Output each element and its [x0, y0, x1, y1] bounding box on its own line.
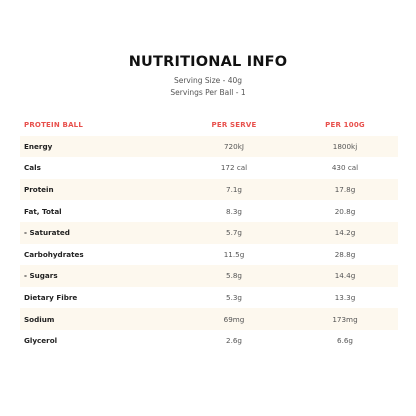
column-header-item: PROTEIN BALL [24, 120, 84, 129]
servings-per-ball: Servings Per Ball - 1 [170, 88, 246, 97]
column-header-per-100g: PER 100G [325, 120, 365, 129]
table-row [20, 200, 398, 222]
table-row [20, 287, 398, 309]
per-serve-value: 2.6g [226, 336, 242, 346]
nutrient-name: Protein [24, 185, 54, 195]
per-100g-value: 6.6g [337, 336, 353, 346]
page-title: NUTRITIONAL INFO [128, 54, 288, 70]
table-row [20, 179, 398, 201]
table-row [20, 330, 398, 352]
table-row [20, 222, 398, 244]
per-serve-value: 11.5g [223, 249, 245, 259]
nutrient-name: Carbohydrates [24, 249, 84, 259]
table-row [20, 244, 398, 266]
serving-size: Serving Size - 40g [173, 76, 243, 85]
table-row [20, 136, 398, 158]
nutrient-name: Sodium [24, 314, 55, 324]
nutrient-name: Fat, Total [24, 206, 62, 216]
per-serve-value: 5.8g [226, 271, 242, 281]
nutrient-name: Glycerol [24, 336, 58, 346]
nutrient-name: - Saturated [24, 228, 70, 238]
per-serve-value: 5.7g [226, 228, 242, 238]
nutrient-name: Dietary Fibre [24, 293, 78, 303]
per-100g-value: 14.2g [334, 228, 356, 238]
nutrient-name: - Sugars [24, 271, 58, 281]
per-100g-value: 13.3g [334, 293, 356, 303]
per-serve-value: 69mg [223, 314, 245, 324]
table-row [20, 157, 398, 179]
nutrient-name: Energy [24, 141, 53, 151]
table-row [20, 265, 398, 287]
per-100g-value: 17.8g [334, 185, 356, 195]
per-serve-value: 720kJ [223, 141, 244, 151]
per-100g-value: 14.4g [334, 271, 356, 281]
per-100g-value: 20.8g [334, 206, 356, 216]
per-100g-value: 1800kj [332, 141, 358, 151]
per-100g-value: 28.8g [334, 249, 356, 259]
per-serve-value: 7.1g [226, 185, 242, 195]
table-row [20, 308, 398, 330]
table-header [20, 114, 398, 136]
nutrition-table [20, 114, 398, 352]
per-100g-value: 430 cal [331, 163, 359, 173]
per-serve-value: 8.3g [226, 206, 242, 216]
nutrient-name: Cals [24, 163, 41, 173]
per-serve-value: 172 cal [220, 163, 248, 173]
per-serve-value: 5.3g [226, 293, 242, 303]
per-100g-value: 173mg [332, 314, 358, 324]
column-header-per-serve: PER SERVE [211, 120, 257, 129]
